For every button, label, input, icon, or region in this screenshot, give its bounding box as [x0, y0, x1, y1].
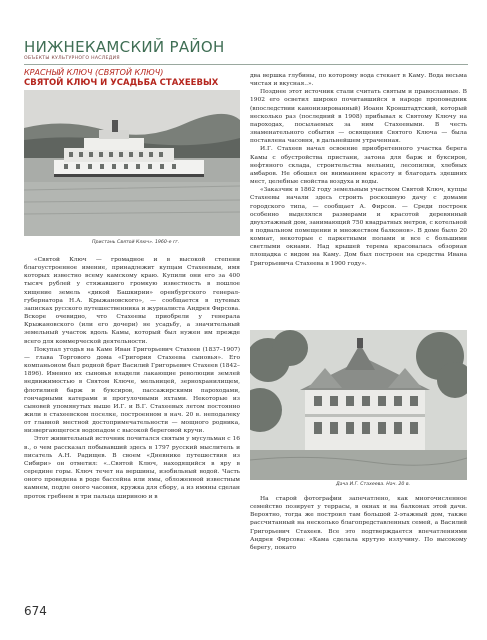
- paragraph: «Святой Ключ — громадное и в высокой степени благоустроенное имение, принадлежит купцам Стахеевым, имя которых известно всему камскому краю. Купили они его за 400 тысяч рублей у стяжавшего громкую известность в пошлое хищение земель «дикой Башкирии» оренбургского генерал-губернатора Н.А. Крыжановского», — сообщается в путевых записках русского путешественника и журналиста Андрея Фирсова. Вскоре очевидно, что Стахеевы приобрели у генерала Крыжановского (или его дочери) не усадьбу, а значительный земельный участок вдоль Камы, который был нужен им прежде всего для коммерческой деятельности.: [24, 257, 240, 345]
- page-number: 674: [24, 604, 47, 618]
- header-rule: [24, 64, 468, 65]
- region-subtitle: ОБЪЕКТЫ КУЛЬТУРНОГО НАСЛЕДИЯ: [24, 56, 120, 61]
- left-column: [24, 256, 240, 501]
- right-column-bottom: [250, 495, 467, 552]
- paragraph: И.Г. Стахеев начал освоение приобретенного участка берега Камы с обустройства пристани, затона для барж и буксиров, нефтяного склада, строительства мельниц, лесопилки, хлебных амбаров. Не обошел он вниманием красоту и благодать здешних мест, целебные свойства воздуха и воды.: [250, 146, 467, 186]
- paragraph: «Заказчик в 1862 году земельным участком Святой Ключ, купцы Стахеевы начали здесь строить роскошную дачу с домами городского типа, — сообщает А. Фирсов. — Среди построек особенно выделялся размерами и красотой деревянный двухэтажный дом, занимающий 750 квадратных метров, с котельной в подвальном помещении и множеством балконов». В доме было 20 комнат, некоторые с паркетными полами и все с большими светлыми окнами. Над крышей терема красовалась обзорная площадка с видом на Каму. Дом был построен на средства Ивана Григорьевича Стахеева в 1900 году».: [250, 187, 467, 267]
- paragraph: На старой фотографии запечатлено, как многочисленное семейство позирует у террасы, в окнах и на балконах этой дачи. Вероятно, тогда же построил там большой 2-этажный дом, также рассчитанный на несколько благопредставленных семей, а Василий Григорьевич Стахеев. Все это подтверждается впечатлениями Андрея Фирсова: «Кама сделала крутую излучину. По высокому берегу, покато: [250, 496, 467, 551]
- right-column: [250, 72, 467, 268]
- paragraph: Покупал угодья на Каме Иван Григорьевич Стахеев (1837–1907) — глава Торгового дома «Григория Стахеева сыновья». Его компаньоном был родной брат Василий Григорьевич Стахеев (1842–1896). Именно их сыновья владели лакающие революции землей недвижимостью в Святом Ключе, мельницей, зернохранилищем, флотилией барж и буксиров, пассажирскими пароходами, гончарными катерами и прогулочными яхтами. Некоторые из сыновей упомянутых выше И.Г. и В.Г. Стахеевых летом постоянно жили в стахеевском поселке, построенном в нач. 20 в. неподалеку от главной местной достопримечательности — мощного родника, низвергающегося водопадом с высокой береговой кручи.: [24, 346, 240, 435]
- pier-photo: [24, 90, 240, 236]
- dacha-photo: [250, 330, 467, 480]
- region-title: НИЖНЕКАМСКИЙ РАЙОН: [24, 38, 225, 56]
- dacha-photo-caption: Дача И.Г. Стахеева. Нач. 20 в.: [336, 482, 411, 487]
- pier-photo-caption: Пристань Святой Ключ». 1960-е гг.: [92, 240, 180, 245]
- paragraph: два вершка глубины, по которому вода стекает в Каму. Вода весьма чистая и вкусная..».: [250, 73, 467, 88]
- article-kicker: КРАСНЫЙ КЛЮЧ (СВЯТОЙ КЛЮЧ): [24, 68, 164, 77]
- paragraph: Позднее этот источник стали считать святым и православные. В 1902 его осветил широко почитавшийся в народе проповедник (впоследствии канонизированный) Иоанн Кронштадтский, который несколько раз (последний в 1908) прибывал к Святому Ключу на пароходах, посылаемых за ним Стахеевыми. В честь знаменательного события — освящения Святого Ключа — была поставлена часовня, в дальнейшем утраченная.: [250, 89, 467, 145]
- paragraph: Этот живительный источник почитался святым у мусульман с 16 в., о чем рассказал побывавший здесь в 1797 русский мыслитель и писатель А.Н. Радищев. В своем «Дневнике путешествия из Сибири» он отметил: «..Святой Ключ, находящийся в яру в середине горы. Ключ течет на вершины, изобильный водой. Часть оного проведена в роде бассейна или ямы, обложенной известным камнем, подле оного часовня, кружка для сбору, а из имяны сделан проток гребнем в три пальца шириною и в: [24, 436, 240, 500]
- article-title: СВЯТОЙ КЛЮЧ И УСАДЬБА СТАХЕЕВЫХ: [24, 78, 219, 88]
